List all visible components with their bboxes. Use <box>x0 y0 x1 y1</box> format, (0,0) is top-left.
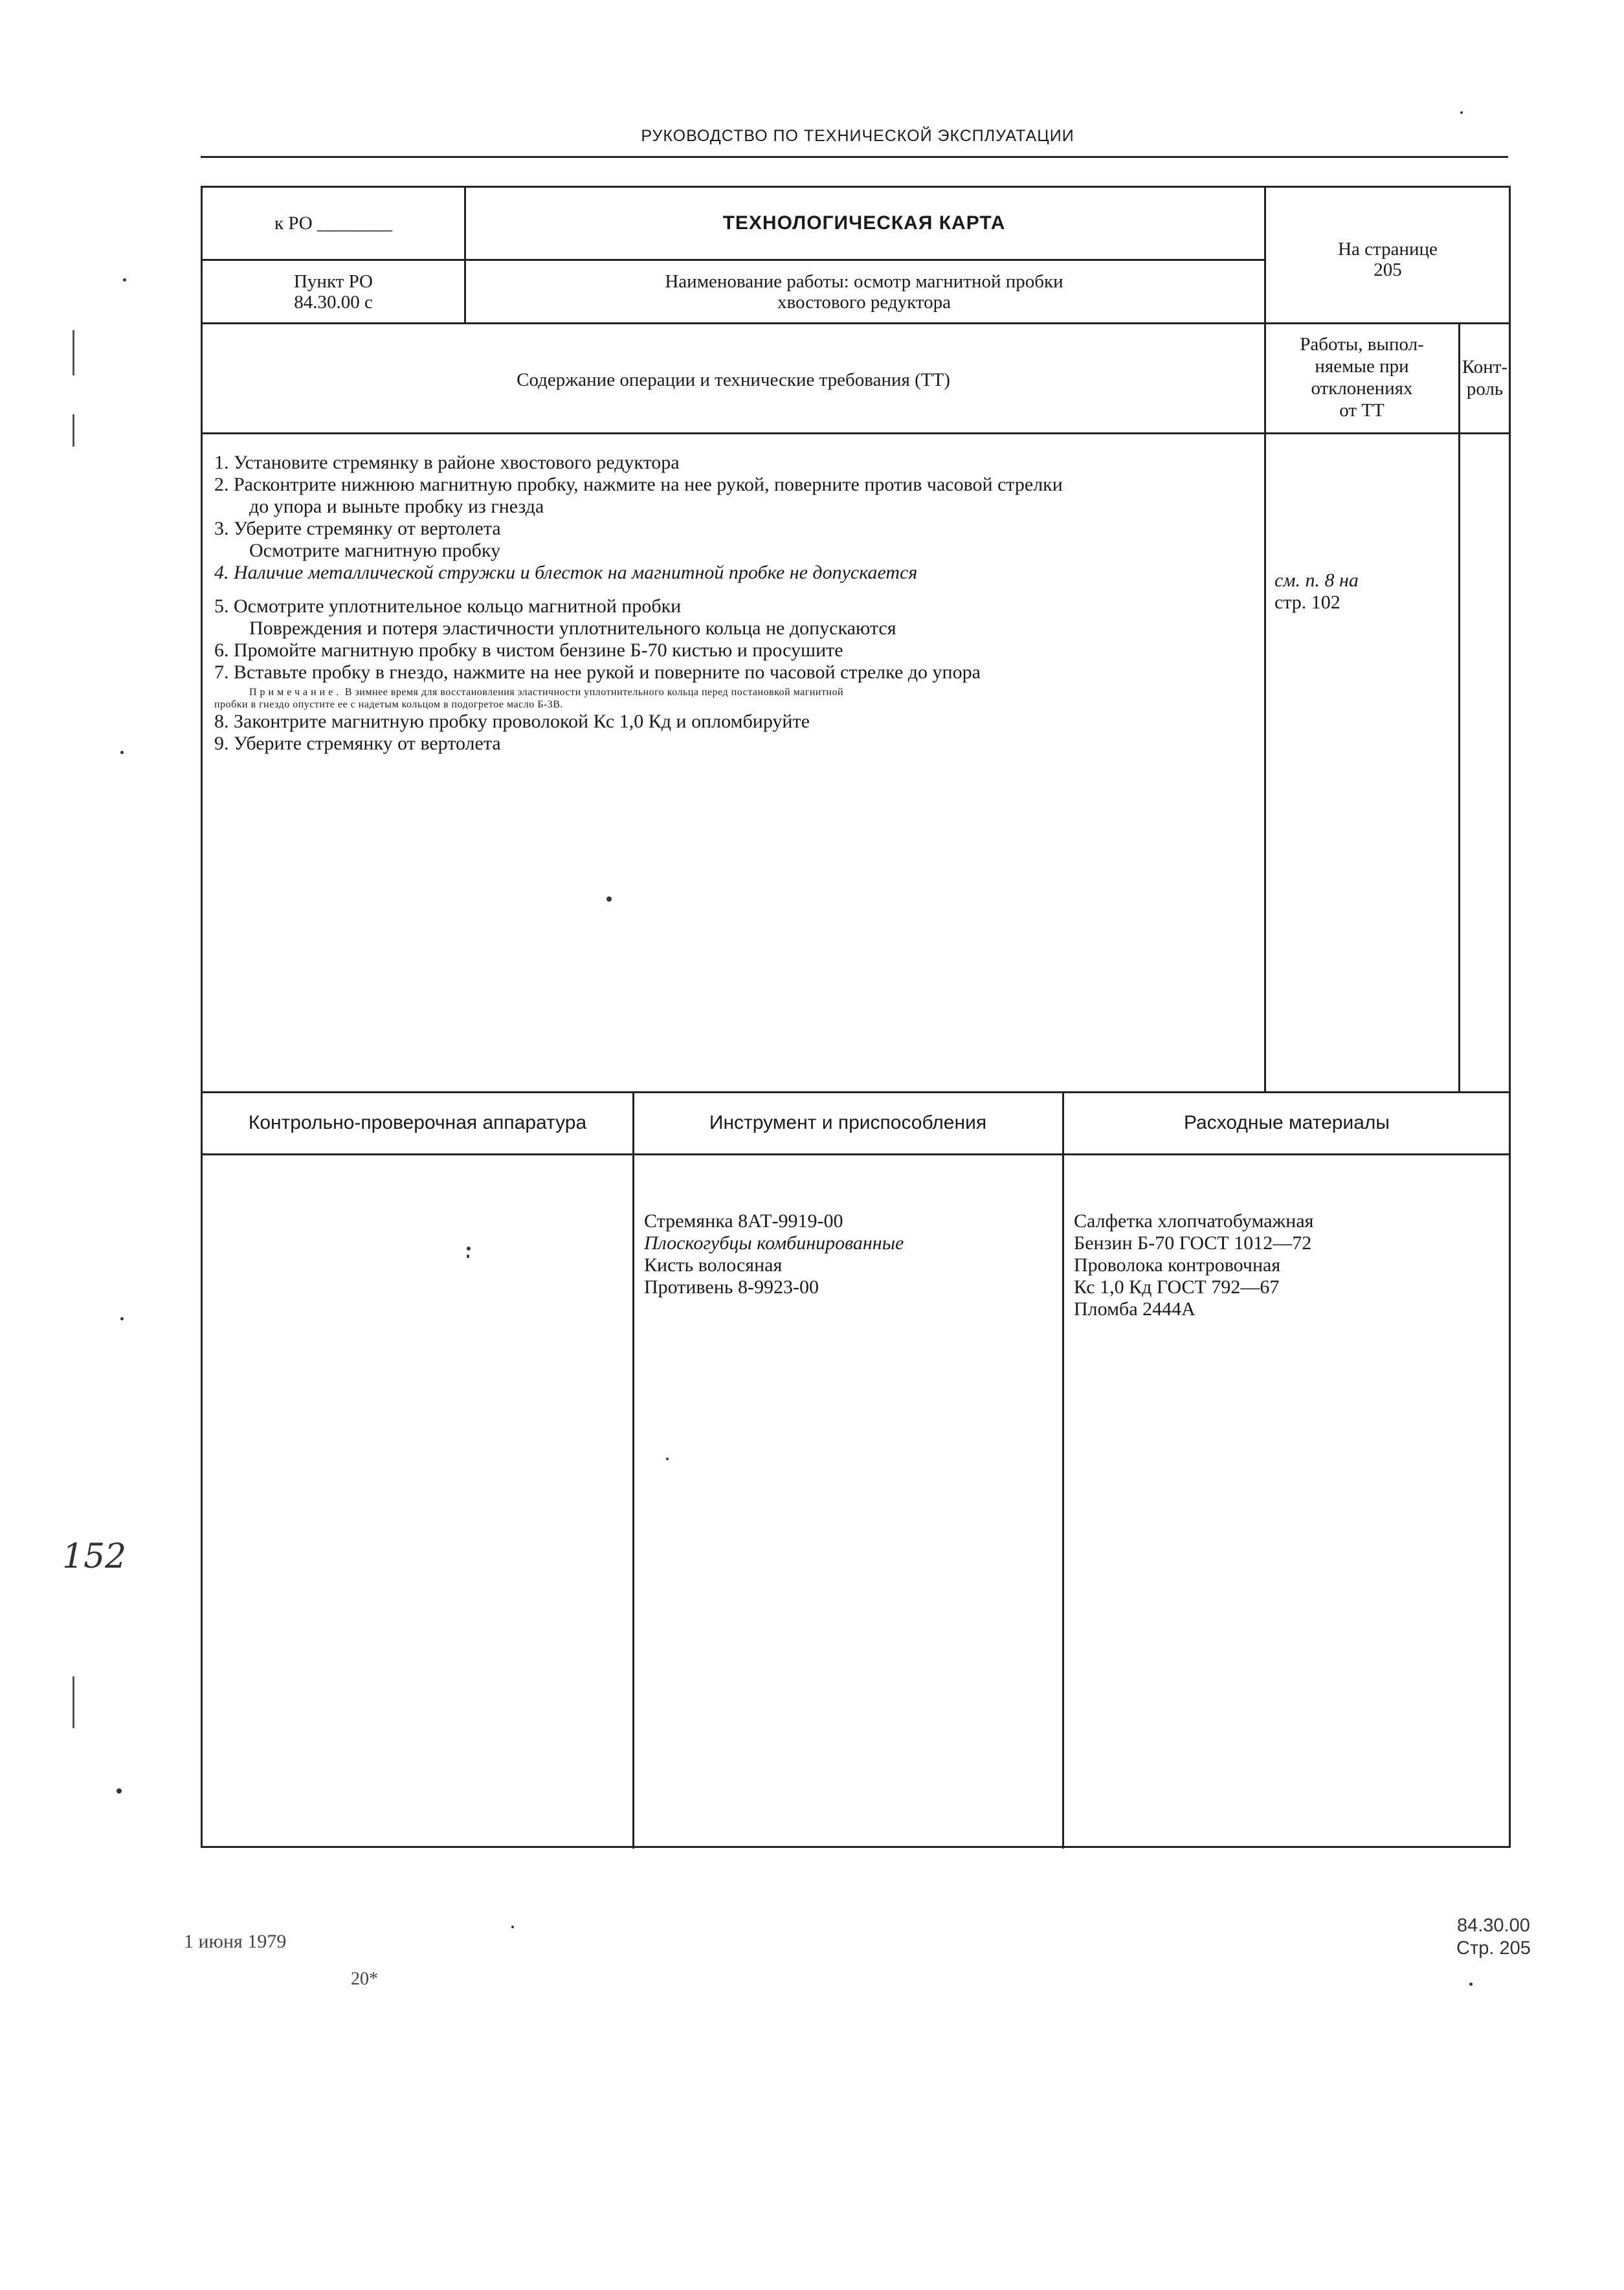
ro-reference <box>203 212 464 234</box>
column-content-header: Содержание операции и технические требования (ТТ) <box>517 370 950 390</box>
tool-item: Стремянка 8АТ-9919-00 <box>644 1210 843 1232</box>
divider <box>203 1091 1510 1093</box>
note-line: В зимнее время для восстановления эластичности уплотнительного кольца перед постановкой магнитной <box>344 687 844 698</box>
scan-speck <box>1469 1983 1473 1986</box>
materials-header: Расходные материалы <box>1184 1112 1390 1133</box>
note <box>214 686 1444 698</box>
note-label: Примечание. <box>249 687 342 698</box>
column-deviation-line: няемые при <box>1315 356 1409 377</box>
ro-reference-blank: ________ <box>317 213 392 234</box>
column-control-line: Конт- <box>1462 357 1508 377</box>
operation-item: 6. Промойте магнитную пробку в чистом бензине Б-70 кистью и просушите <box>214 639 843 661</box>
operation-item: 9. Уберите стремянку от вертолета <box>214 733 501 754</box>
material-item: Бензин Б-70 ГОСТ 1012—72 <box>1074 1232 1312 1254</box>
divider <box>1458 322 1460 1091</box>
scan-speck <box>117 1788 122 1794</box>
divider <box>203 432 1510 434</box>
operation-item: 2. Расконтрите нижнюю магнитную пробку, нажмите на нее рукой, поверните против часовой стрелки <box>214 474 1063 495</box>
header-rule <box>201 156 1508 158</box>
operation-item: до упора и выньте пробку из гнезда <box>249 496 544 517</box>
footer-sheet-mark: 20* <box>351 1969 378 1989</box>
scan-speck <box>120 751 124 754</box>
margin-mark <box>72 1676 74 1728</box>
column-deviation-header <box>1265 333 1458 421</box>
column-control-header <box>1460 356 1510 400</box>
ro-reference-label: к РО <box>274 213 313 234</box>
control-equipment-header: Контрольно-проверочная аппаратура <box>248 1112 587 1133</box>
scan-speck <box>606 896 612 902</box>
scan-speck <box>467 1247 471 1251</box>
point-value: 84.30.00 с <box>294 292 373 313</box>
scan-speck <box>666 1458 669 1460</box>
deviation-reference <box>1274 570 1359 614</box>
operation-item: 3. Уберите стремянку от вертолета <box>214 518 501 539</box>
column-deviation-line: от ТТ <box>1339 400 1385 421</box>
tool-item: Плоскогубцы комбинированные <box>644 1232 904 1254</box>
work-name-line2: хвостового редуктора <box>777 292 951 313</box>
handwritten-margin-mark: 152 <box>62 1537 127 1576</box>
footer-doc-number: 84.30.00 <box>1456 1915 1530 1936</box>
deviation-line: см. п. 8 на <box>1274 570 1359 591</box>
page-label: На странице <box>1338 239 1438 260</box>
technological-card <box>201 186 1511 1848</box>
scan-speck <box>123 278 126 282</box>
tools-list <box>644 1210 904 1298</box>
scan-speck <box>511 1926 514 1928</box>
operation-item: Осмотрите магнитную пробку <box>249 540 501 561</box>
operation-item: Повреждения и потеря эластичности уплотнительного кольца не допускаются <box>249 617 896 639</box>
operations-list <box>214 452 1444 755</box>
material-item: Салфетка хлопчатобумажная <box>1074 1210 1314 1232</box>
operation-item: 1. Установите стремянку в районе хвостового редуктора <box>214 452 680 473</box>
footer-page-block <box>1456 1915 1531 1960</box>
work-name-line1: Наименование работы: осмотр магнитной пробки <box>665 271 1063 292</box>
note-line: пробки в гнездо опустите ее с надетым кольцом в подогретое масло Б-3В. <box>214 699 563 710</box>
material-item: Проволока контровочная <box>1074 1254 1281 1276</box>
divider <box>632 1091 634 1849</box>
card-title: ТЕХНОЛОГИЧЕСКАЯ КАРТА <box>722 212 1006 234</box>
point-label: Пункт РО <box>293 271 373 292</box>
margin-mark <box>72 414 74 447</box>
operation-item: 8. Законтрите магнитную пробку проволокой Кс 1,0 Кд и опломбируйте <box>214 711 810 732</box>
footer-page: Стр. 205 <box>1456 1938 1531 1959</box>
footer-date: 1 июня 1979 <box>184 1931 287 1952</box>
material-item: Пломба 2444А <box>1074 1298 1196 1320</box>
operation-item: 7. Вставьте пробку в гнездо, нажмите на нее рукой и поверните по часовой стрелке до упора <box>214 661 981 683</box>
material-item: Кс 1,0 Кд ГОСТ 792—67 <box>1074 1276 1280 1298</box>
column-control-line: роль <box>1466 379 1504 399</box>
materials-list <box>1074 1210 1313 1320</box>
column-deviation-line: отклонениях <box>1311 378 1413 399</box>
divider <box>203 322 1510 324</box>
scan-speck <box>1460 111 1463 114</box>
divider <box>203 259 1265 261</box>
deviation-line: стр. 102 <box>1274 592 1340 613</box>
tools-header: Инструмент и приспособления <box>709 1112 987 1133</box>
margin-mark <box>72 330 74 375</box>
divider <box>203 1153 1510 1155</box>
scan-speck <box>120 1317 124 1320</box>
tool-item: Кисть волосяная <box>644 1254 783 1276</box>
tool-item: Противень 8-9923-00 <box>644 1276 819 1298</box>
page-value: 205 <box>1374 260 1402 280</box>
operation-item: 5. Осмотрите уплотнительное кольцо магнитной пробки <box>214 595 682 617</box>
column-deviation-line: Работы, выпол- <box>1300 334 1424 355</box>
manual-title: РУКОВОДСТВО ПО ТЕХНИЧЕСКОЙ ЭКСПЛУАТАЦИИ <box>641 127 1074 145</box>
divider <box>1062 1091 1064 1849</box>
scan-speck <box>467 1254 469 1258</box>
operation-item: 4. Наличие металлической стружки и блесток на магнитной пробке не допускается <box>214 562 918 583</box>
